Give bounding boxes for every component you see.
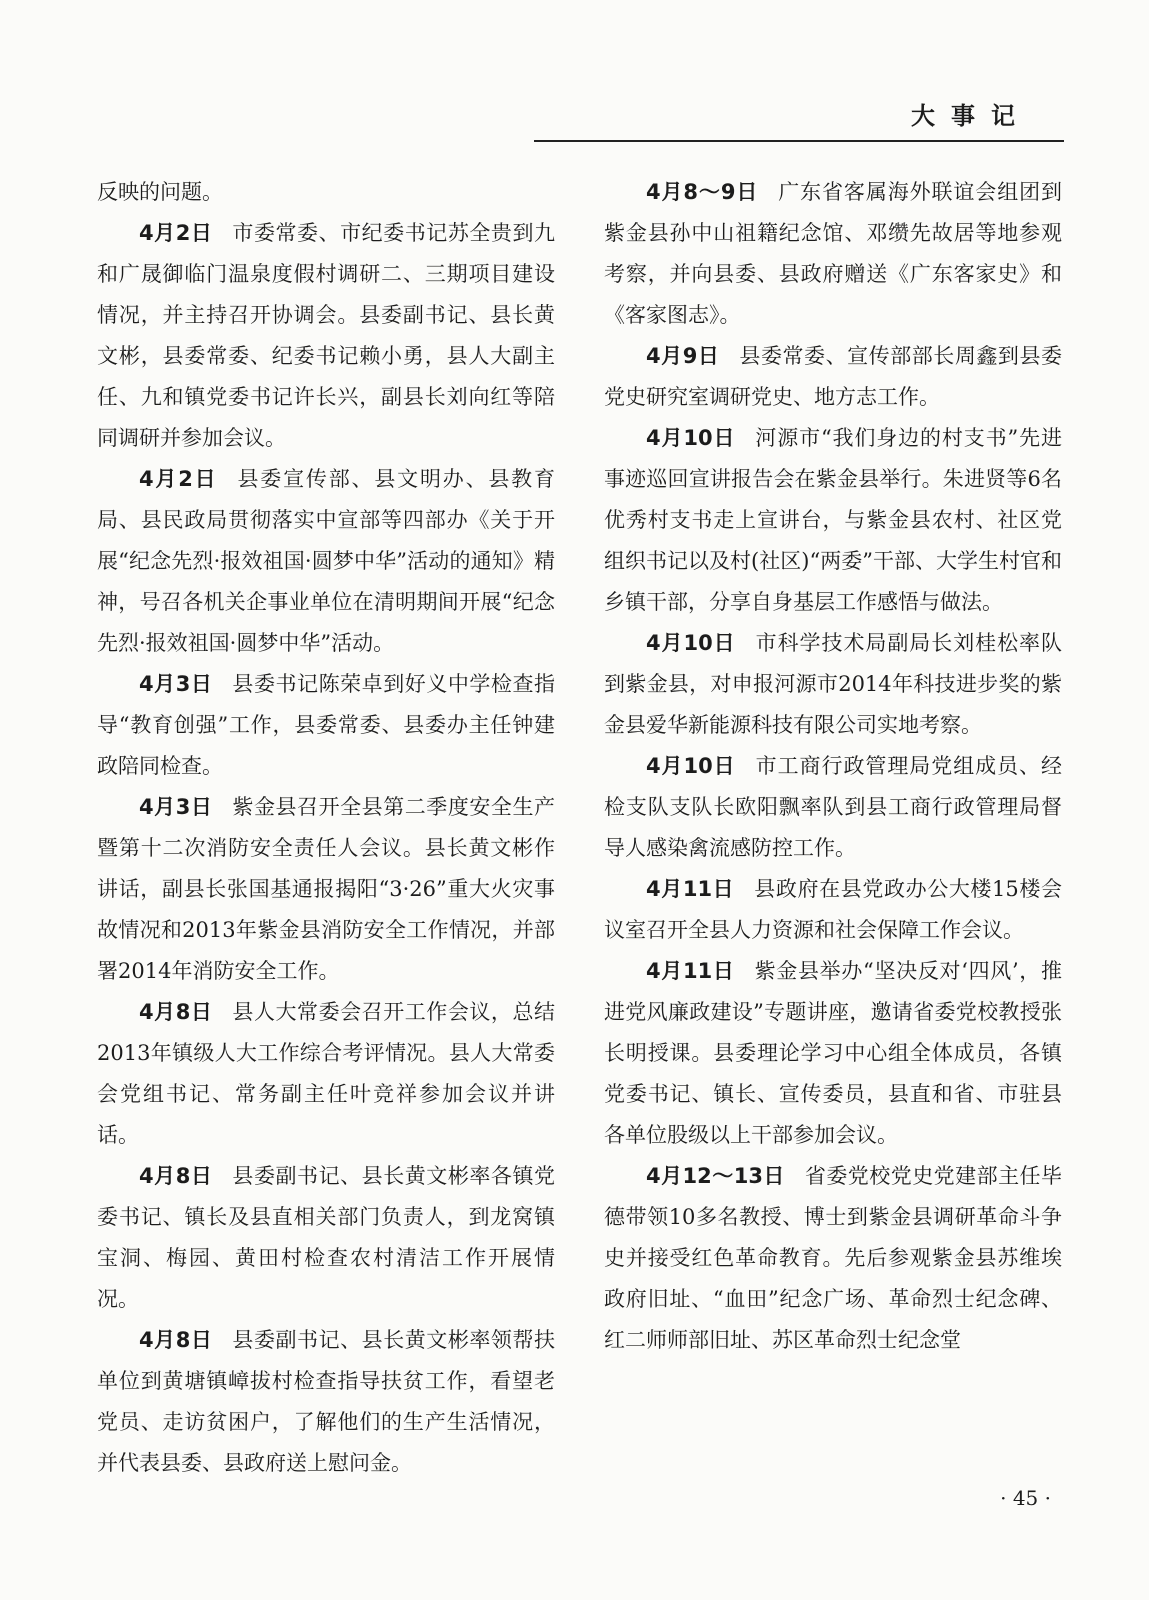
entry	[604, 336, 1062, 418]
entry-text: 县人大常委会召开工作会议，总结2013年镇级人大工作综合考评情况。县人大常委会党组书记、常务副主任叶竞祥参加会议并讲话。	[97, 1000, 556, 1147]
entry	[97, 664, 555, 787]
entry	[97, 1156, 555, 1320]
entry-text: 县委常委、宣传部部长周鑫到县委党史研究室调研党史、地方志工作。	[604, 344, 1063, 409]
entry	[604, 951, 1062, 1156]
entry	[604, 1156, 1062, 1361]
continuation-paragraph: 反映的问题。	[97, 180, 223, 204]
entry-text: 县委副书记、县长黄文彬率各镇党委书记、镇长及县直相关部门负责人，到龙窝镇宝洞、梅园、黄田村检查农村清洁工作开展情况。	[97, 1164, 556, 1311]
entry-date: 4月10日	[646, 754, 736, 778]
entry-date: 4月8日	[139, 1328, 213, 1352]
left-column	[97, 172, 555, 1484]
entry-date: 4月8日	[139, 1164, 213, 1188]
entry-text: 紫金县召开全县第二季度安全生产暨第十二次消防安全责任人会议。县长黄文彬作讲话，副县长张国基通报揭阳“3·26”重大火灾事故情况和2013年紫金县消防安全工作情况，并部署2014年消防安全工作。	[97, 795, 556, 983]
entry	[97, 787, 555, 992]
entry	[604, 746, 1062, 869]
running-header-title: 大事记	[911, 102, 1031, 130]
right-column	[604, 172, 1062, 1361]
entry-date: 4月12～13日	[646, 1164, 785, 1188]
entry-text: 县委宣传部、县文明办、县教育局、县民政局贯彻落实中宣部等四部办《关于开展“纪念先烈·报效祖国·圆梦中华”活动的通知》精神，号召各机关企事业单位在清明期间开展“纪念先烈·报效祖国·圆梦中华”活动。	[97, 467, 555, 655]
entry-text: 广东省客属海外联谊会组团到紫金县孙中山祖籍纪念馆、邓缵先故居等地参观考察，并向县委、县政府赠送《广东客家史》和《客家图志》。	[604, 180, 1063, 327]
entry-date: 4月2日	[139, 221, 213, 245]
entry-text: 县委书记陈荣卓到好义中学检查指导“教育创强”工作，县委常委、县委办主任钟建政陪同检查。	[97, 672, 556, 778]
entry-date: 4月3日	[139, 672, 213, 696]
header-rule	[534, 140, 1064, 142]
entry	[604, 623, 1062, 746]
entry-date: 4月8～9日	[646, 180, 759, 204]
entry-date: 4月11日	[646, 959, 735, 983]
entry-text: 县政府在县党政办公大楼15楼会议室召开全县人力资源和社会保障工作会议。	[604, 877, 1062, 942]
entry-date: 4月3日	[139, 795, 213, 819]
entry-date: 4月10日	[646, 426, 736, 450]
entry	[97, 1320, 555, 1484]
entry-date: 4月2日	[139, 467, 218, 491]
entry-text: 省委党校党史党建部主任毕德带领10多名教授、博士到紫金县调研革命斗争史并接受红色革命教育。先后参观紫金县苏维埃政府旧址、“血田”纪念广场、革命烈士纪念碑、红二师师部旧址、苏区革命烈士纪念堂	[604, 1164, 1063, 1352]
entry	[604, 869, 1062, 951]
entry-text: 市工商行政管理局党组成员、经检支队支队长欧阳飘率队到县工商行政管理局督导人感染禽流感防控工作。	[604, 754, 1062, 860]
entry-text: 市科学技术局副局长刘桂松率队到紫金县，对申报河源市2014年科技进步奖的紫金县爱华新能源科技有限公司实地考察。	[604, 631, 1062, 737]
page-number: · 45 ·	[1000, 1486, 1051, 1510]
entry-text: 县委副书记、县长黄文彬率领帮扶单位到黄塘镇嶂拔村检查指导扶贫工作，看望老党员、走访贫困户，了解他们的生产生活情况，并代表县委、县政府送上慰问金。	[97, 1328, 556, 1475]
entry-text: 紫金县举办“坚决反对‘四风’，推进党风廉政建设”专题讲座，邀请省委党校教授张长明授课。县委理论学习中心组全体成员，各镇党委书记、镇长、宣传委员，县直和省、市驻县各单位股级以上干部参加会议。	[604, 959, 1062, 1147]
entry	[97, 459, 555, 664]
entry-date: 4月9日	[646, 344, 720, 368]
entry-text: 市委常委、市纪委书记苏全贵到九和广晟御临门温泉度假村调研二、三期项目建设情况，并主持召开协调会。县委副书记、县长黄文彬，县委常委、纪委书记赖小勇，县人大副主任、九和镇党委书记许长兴，副县长刘向红等陪同调研并参加会议。	[97, 221, 556, 450]
entry-text: 河源市“我们身边的村支书”先进事迹巡回宣讲报告会在紫金县举行。朱进贤等6名优秀村支书走上宣讲台，与紫金县农村、社区党组织书记以及村(社区)“两委”干部、大学生村官和乡镇干部，分享自身基层工作感悟与做法。	[604, 426, 1062, 614]
entry	[604, 172, 1062, 336]
entry	[97, 992, 555, 1156]
entry-date: 4月11日	[646, 877, 735, 901]
entry-date: 4月10日	[646, 631, 736, 655]
entry-date: 4月8日	[139, 1000, 213, 1024]
entry	[97, 213, 555, 459]
entry	[604, 418, 1062, 623]
